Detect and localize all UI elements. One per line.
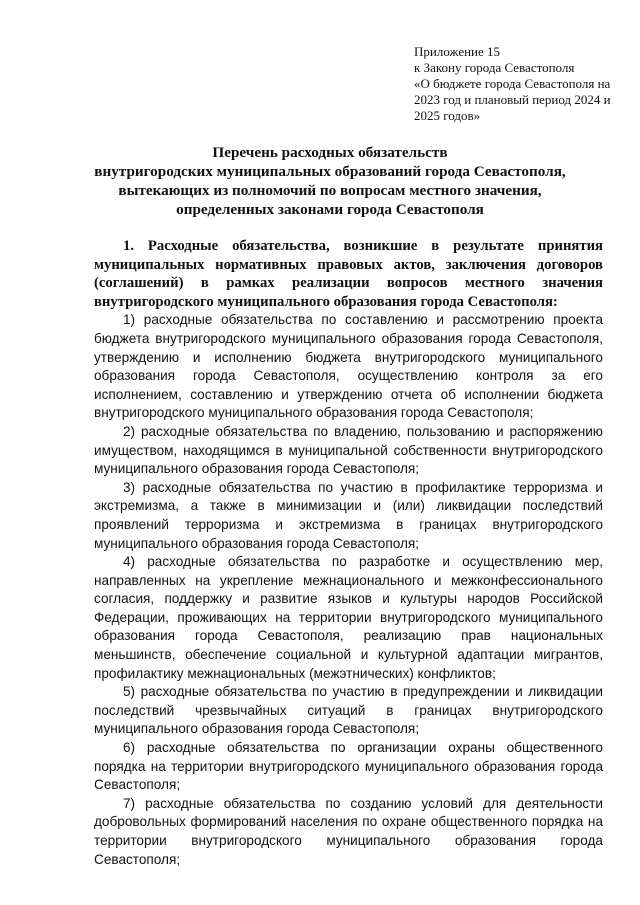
document-title: [60, 143, 600, 219]
document-title-line-1: Перечень расходных обязательств: [212, 144, 448, 161]
annex-law-reference: к Закону города Севастополя: [414, 60, 575, 75]
document-title-line-3: вытекающих из полномочий по вопросам местного значения,: [118, 182, 542, 199]
document-title-line-4: определенных законами города Севастополя: [176, 201, 484, 218]
annex-number: Приложение 15: [414, 44, 501, 59]
section-1-heading: 1. Расходные обязательства, возникшие в результате принятия муниципальных нормативных правовых актов, заключения договоров (соглашений) в рамках реализации вопросов местного значения внутригородского муниципального образования города Севастополя:: [94, 238, 603, 310]
annex-law-title-line-2: 2023 год и плановый период 2024 и: [414, 92, 611, 107]
list-item: 7) расходные обязательства по созданию условий для деятельности добровольных формирований населения по охране общественного порядка на территории внутригородского муниципального образования города Севастополя;: [94, 795, 603, 867]
list-item: 3) расходные обязательства по участию в профилактике терроризма и экстремизма, а также в минимизации и (или) ликвидации последствий проявлений терроризма и экстремизма в границах внутригородского муниципального образования города Севастополя;: [94, 479, 603, 551]
list-item: 2) расходные обязательства по владению, пользованию и распоряжению имуществом, находящимся в муниципальной собственности внутригородского муниципального образования города Севастополя;: [94, 423, 603, 477]
list-item: 1) расходные обязательства по составлению и рассмотрению проекта бюджета внутригородского муниципального образования города Севастополя, утверждению и исполнению бюджета внутригородского муниципального образования города Севастополя, осуществлению контроля за его исполнением, составлению и утверждению отчета об исполнении бюджета внутригородского муниципального образования города Севастополя;: [94, 312, 603, 421]
annex-reference: [414, 44, 624, 124]
document-title-line-2: внутригородских муниципальных образований города Севастополя,: [94, 163, 566, 180]
document-body: [94, 237, 603, 869]
list-item: 4) расходные обязательства по разработке и осуществлению мер, направленных на укрепление межнационального и межконфессионального согласия, поддержку и развитие языков и культуры народов Российской Федерации, проживающих на территории внутригородского муниципального образования города Севастополя, реализацию прав национальных меньшинств, обеспечение социальной и культурной адаптации мигрантов, профилактику межнациональных (межэтнических) конфликтов;: [94, 554, 603, 681]
annex-law-title-line-1: «О бюджете города Севастополя на: [414, 76, 611, 91]
list-item: 6) расходные обязательства по организации охраны общественного порядка на территории внутригородского муниципального образования города Севастополя;: [94, 740, 603, 793]
list-item: 5) расходные обязательства по участию в предупреждении и ликвидации последствий чрезвычайных ситуаций в границах внутригородского муниципального образования города Севастополя;: [94, 684, 603, 737]
annex-law-title-line-3: 2025 годов»: [414, 108, 481, 123]
